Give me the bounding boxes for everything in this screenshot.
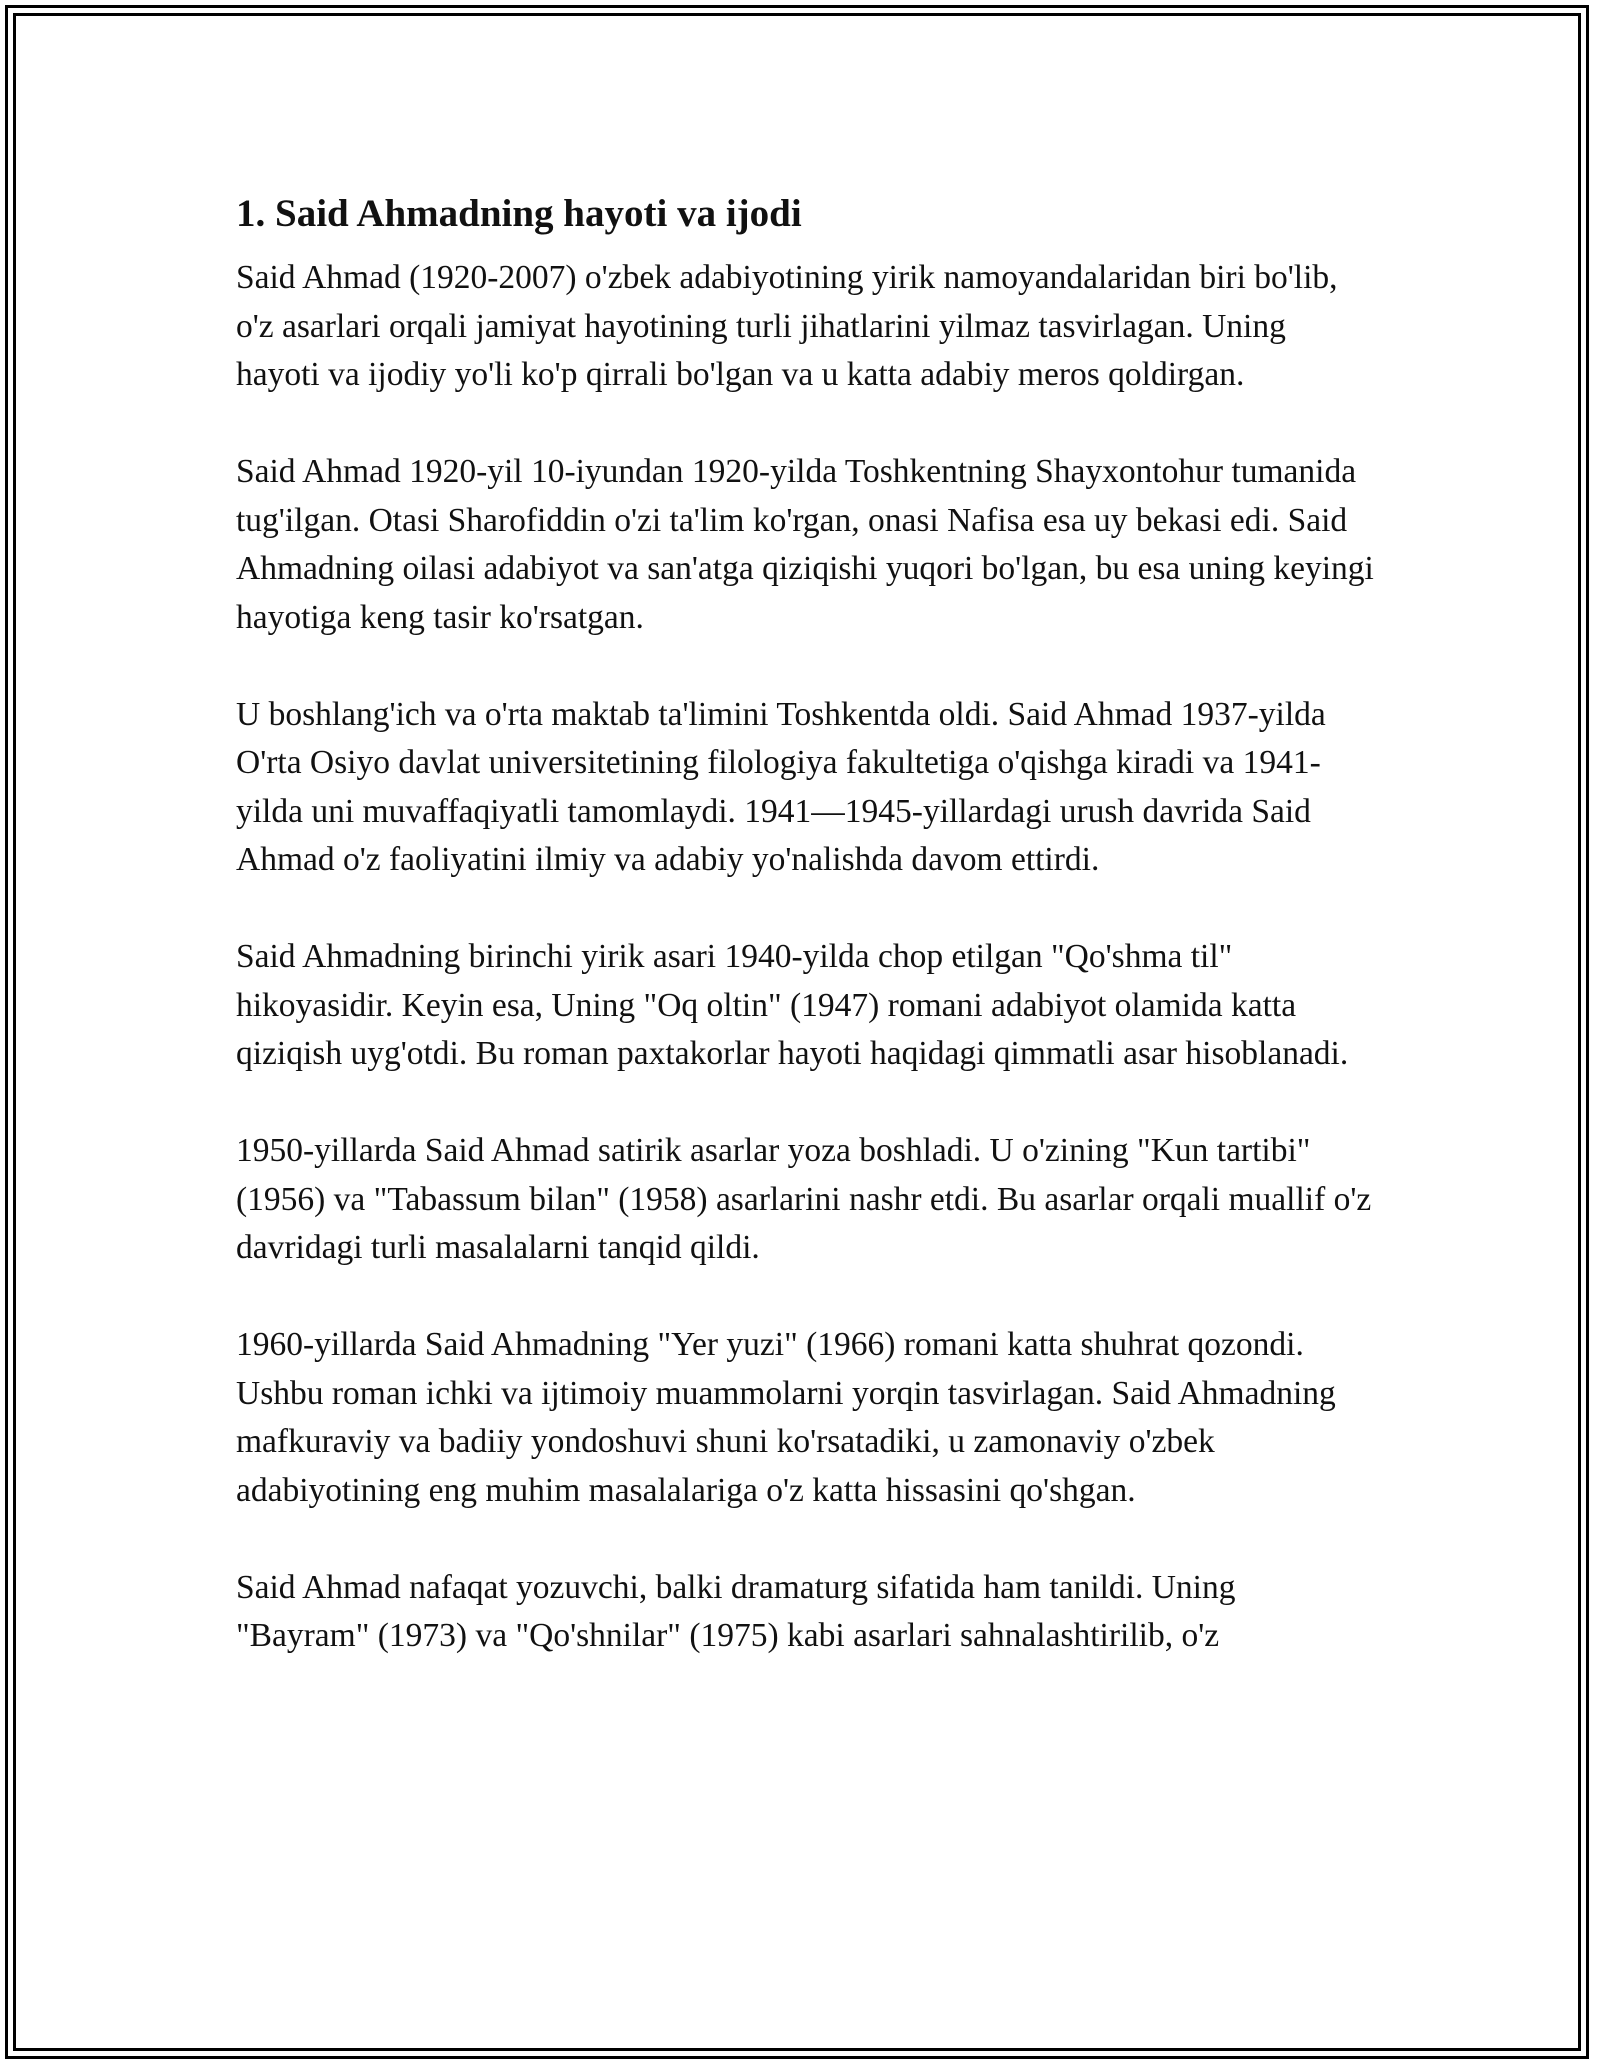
paragraph-birth: Said Ahmad 1920-yil 10-iyundan 1920-yilda Toshkentning Shayxontohur tumanida tug'ilgan. Otasi Sharofiddin o'zi ta'lim ko'rgan, onasi Nafisa esa uy bekasi edi. Said Ahmadning oilasi adabiyot va san'atga qiziqishi yuqori bo'lgan, bu esa uning keyingi hayotiga keng tasir ko'rsatgan. <box>236 453 1374 636</box>
document-body <box>236 186 1376 1709</box>
section-heading: 1. Said Ahmadning hayoti va ijodi <box>236 192 802 235</box>
paragraph-yer-yuzi: 1960-yillarda Said Ahmadning "Yer yuzi" (1966) romani katta shuhrat qozondi. Ushbu roman ichki va ijtimoiy muammolarni yorqin tasvirlagan. Said Ahmadning mafkuraviy va badiiy yondoshuvi shuni ko'rsatadiki, u zamonaviy o'zbek adabiyotining eng muhim masalalariga o'z katta hissasini qo'shgan. <box>236 1326 1336 1509</box>
paragraph-intro: Said Ahmad (1920-2007) o'zbek adabiyotining yirik namoyandalaridan biri bo'lib, o'z asarlari orqali jamiyat hayotining turli jihatlarini yilmaz tasvirlagan. Uning hayoti va ijodiy yo'li ko'p qirrali bo'lgan va u katta adabiy meros qoldirgan. <box>236 259 1338 393</box>
paragraph-first-works: Said Ahmadning birinchi yirik asari 1940-yilda chop etilgan "Qo'shma til" hikoyasidir. Keyin esa, Uning "Oq oltin" (1947) romani adabiyot olamida katta qiziqish uyg'otdi. Bu roman paxtakorlar hayoti haqidagi qimmatli asar hisoblanadi. <box>236 938 1349 1072</box>
paragraph-satire: 1950-yillarda Said Ahmad satirik asarlar yoza boshladi. U o'zining "Kun tartibi" (1956) va "Tabassum bilan" (1958) asarlarini nashr etdi. Bu asarlar orqali muallif o'z davridagi turli masalalarni tanqid qildi. <box>236 1132 1372 1266</box>
paragraph-education: U boshlang'ich va o'rta maktab ta'limini Toshkentda oldi. Said Ahmad 1937-yilda O'rta Osiyo davlat universitetining filologiya fakultetiga o'qishga kiradi va 1941-yilda uni muvaffaqiyatli tamomlaydi. 1941—1945-yillardagi urush davrida Said Ahmad o'z faoliyatini ilmiy va adabiy yo'nalishda davom ettirdi. <box>236 695 1326 878</box>
paragraph-dramaturgy: Said Ahmad nafaqat yozuvchi, balki dramaturg sifatida ham tanildi. Uning "Bayram" (1973) va "Qo'shnilar" (1975) kabi asarlari sahnalashtirilib, o'z <box>236 1568 1236 1654</box>
